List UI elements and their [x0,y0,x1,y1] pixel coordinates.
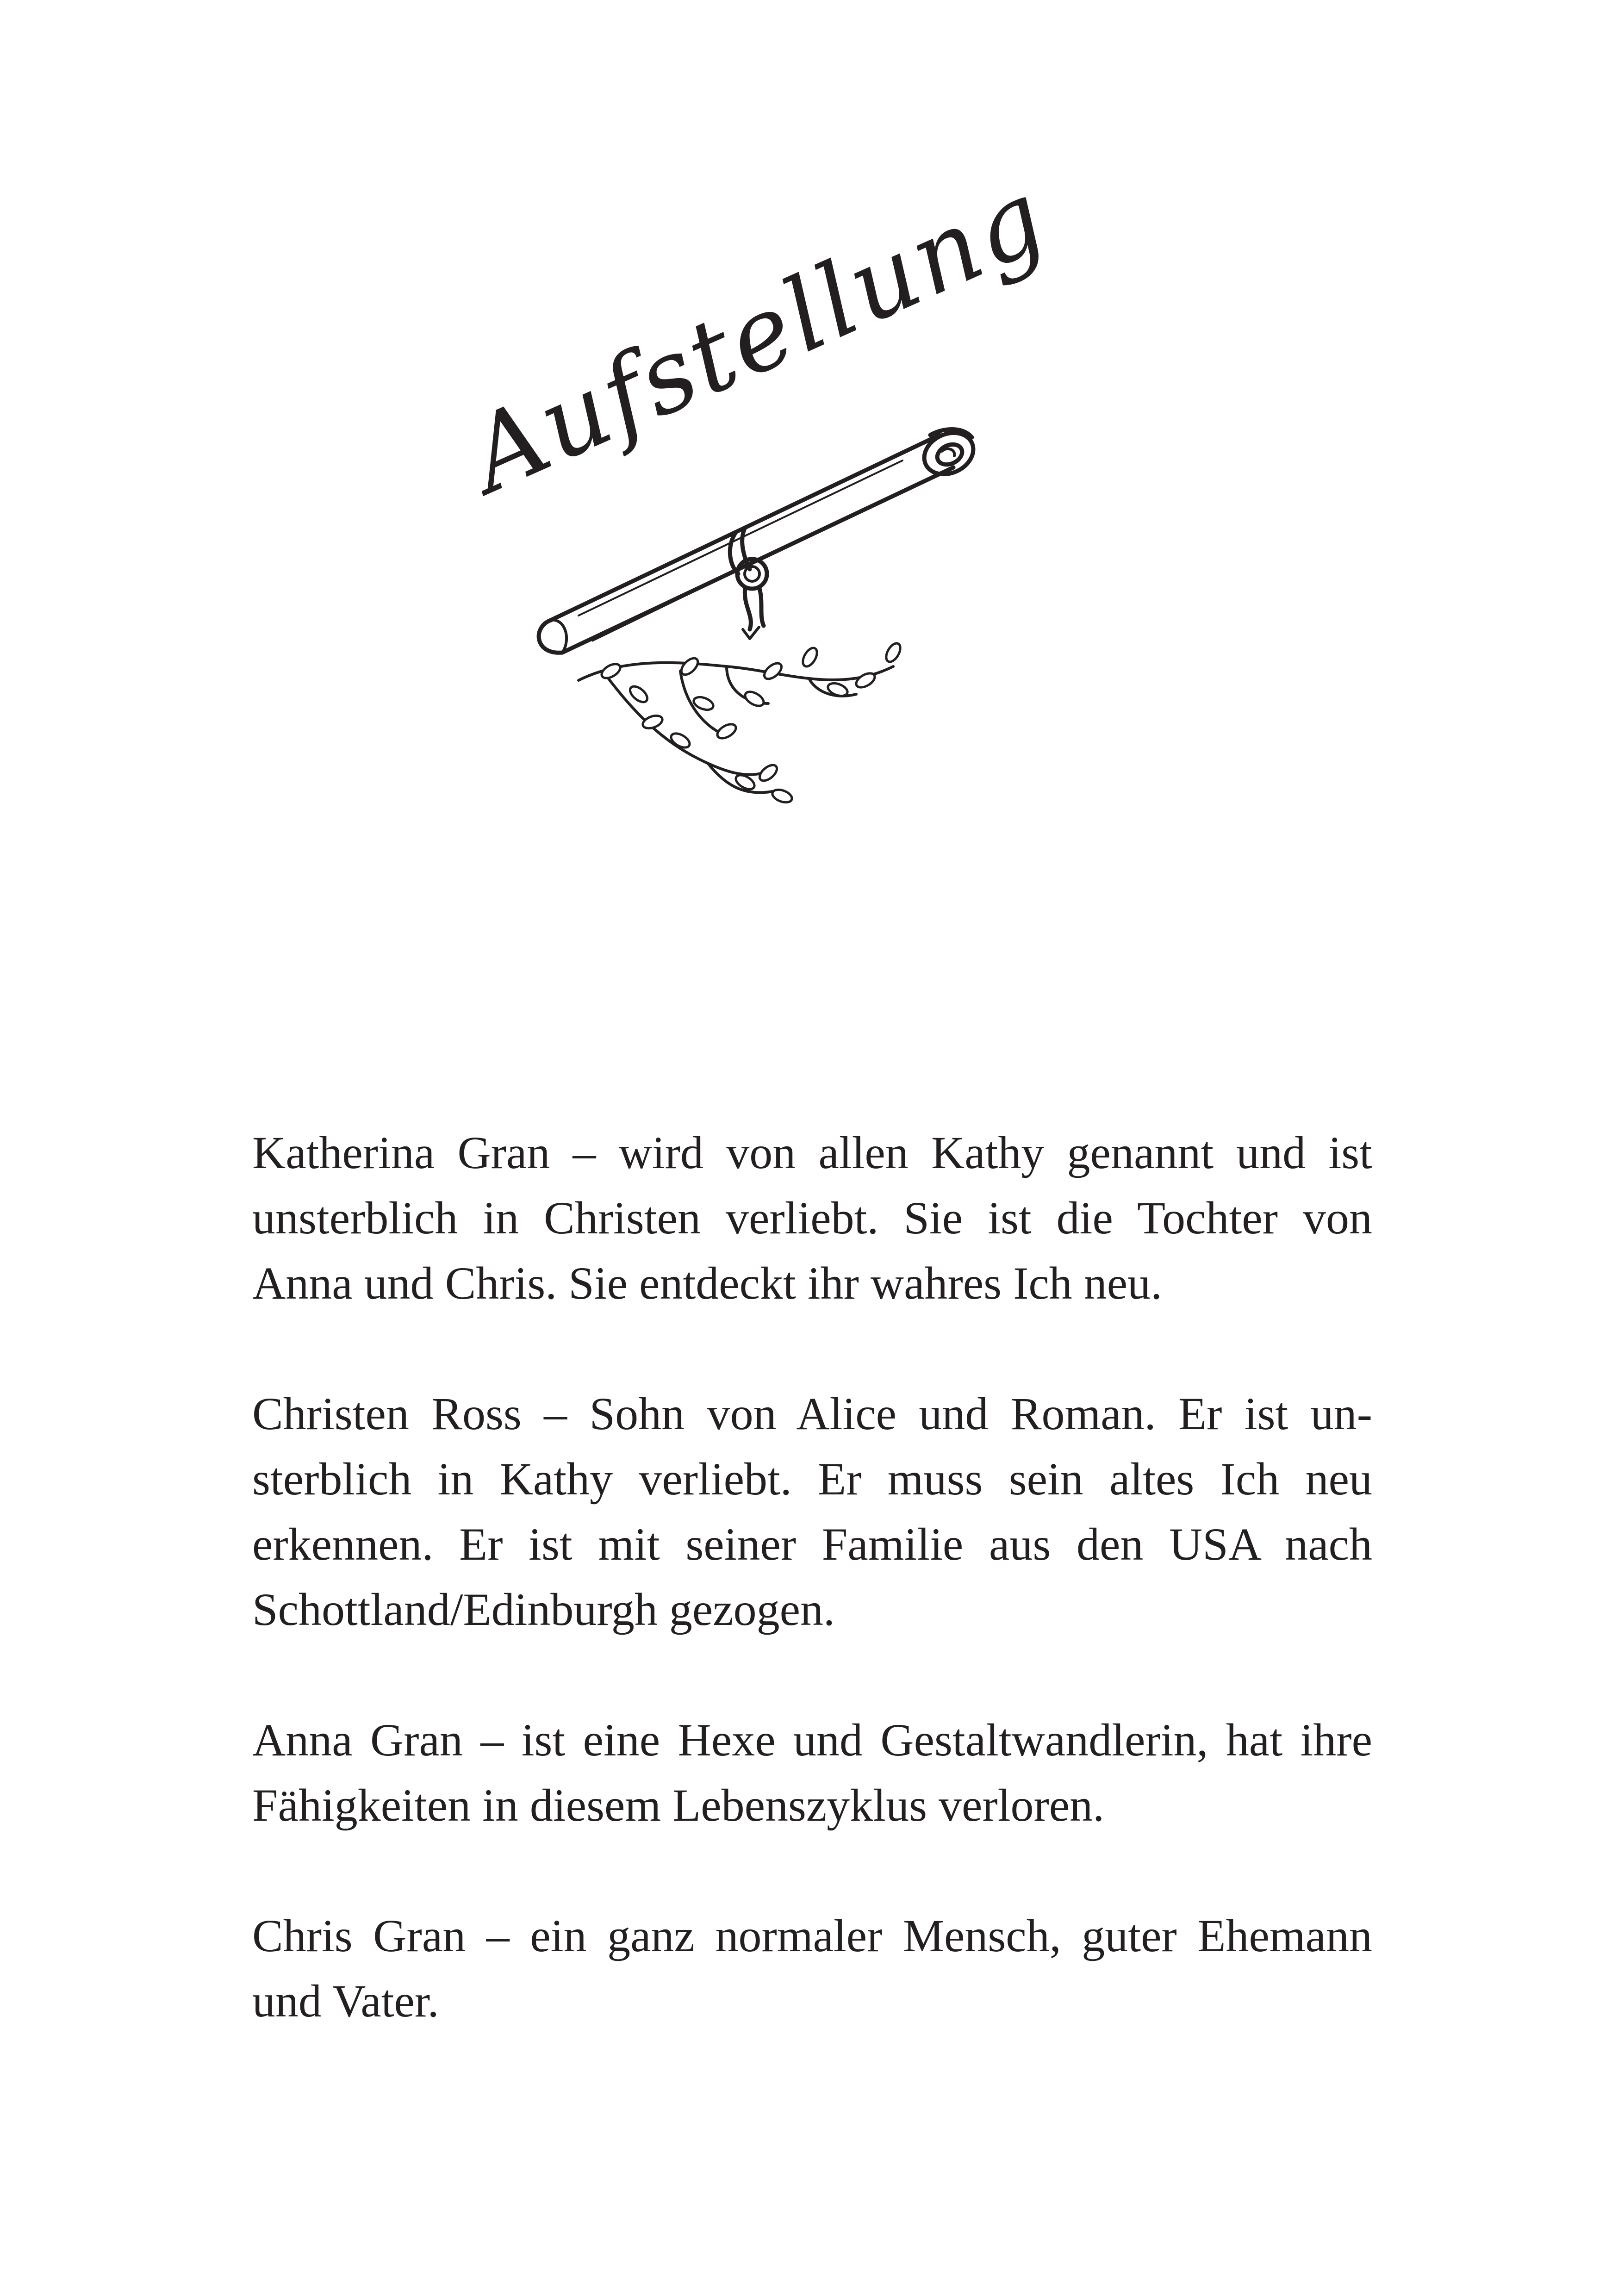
character-entry-chris: Chris Gran – ein ganz normaler Mensch, guter Ehemann und Vater. [252,1910,1372,2027]
character-entry-anna: Anna Gran – ist eine Hexe und Gestaltwandlerin, hat ihre Fähigkeiten in diesem Lebenszyklus verloren. [252,1714,1372,1831]
character-entry-christen: Christen Ross – Sohn von Alice und Roman. Er ist unsterblich in Kathy verliebt. Er muss sein altes Ich neu erkennen. Er ist mit seiner Familie aus den USA nach Schottland/Edinburgh gezogen. [252,1388,1372,1635]
page-title: Aufstellung [452,157,1064,516]
character-entry-katherina: Katherina Gran – wird von allen Kathy genannt und ist unsterblich in Christen verliebt. Sie ist die Tochter von Anna und Chris. Sie entdeckt ihr wahres Ich neu. [252,1127,1372,1309]
character-list [252,1120,1372,2099]
